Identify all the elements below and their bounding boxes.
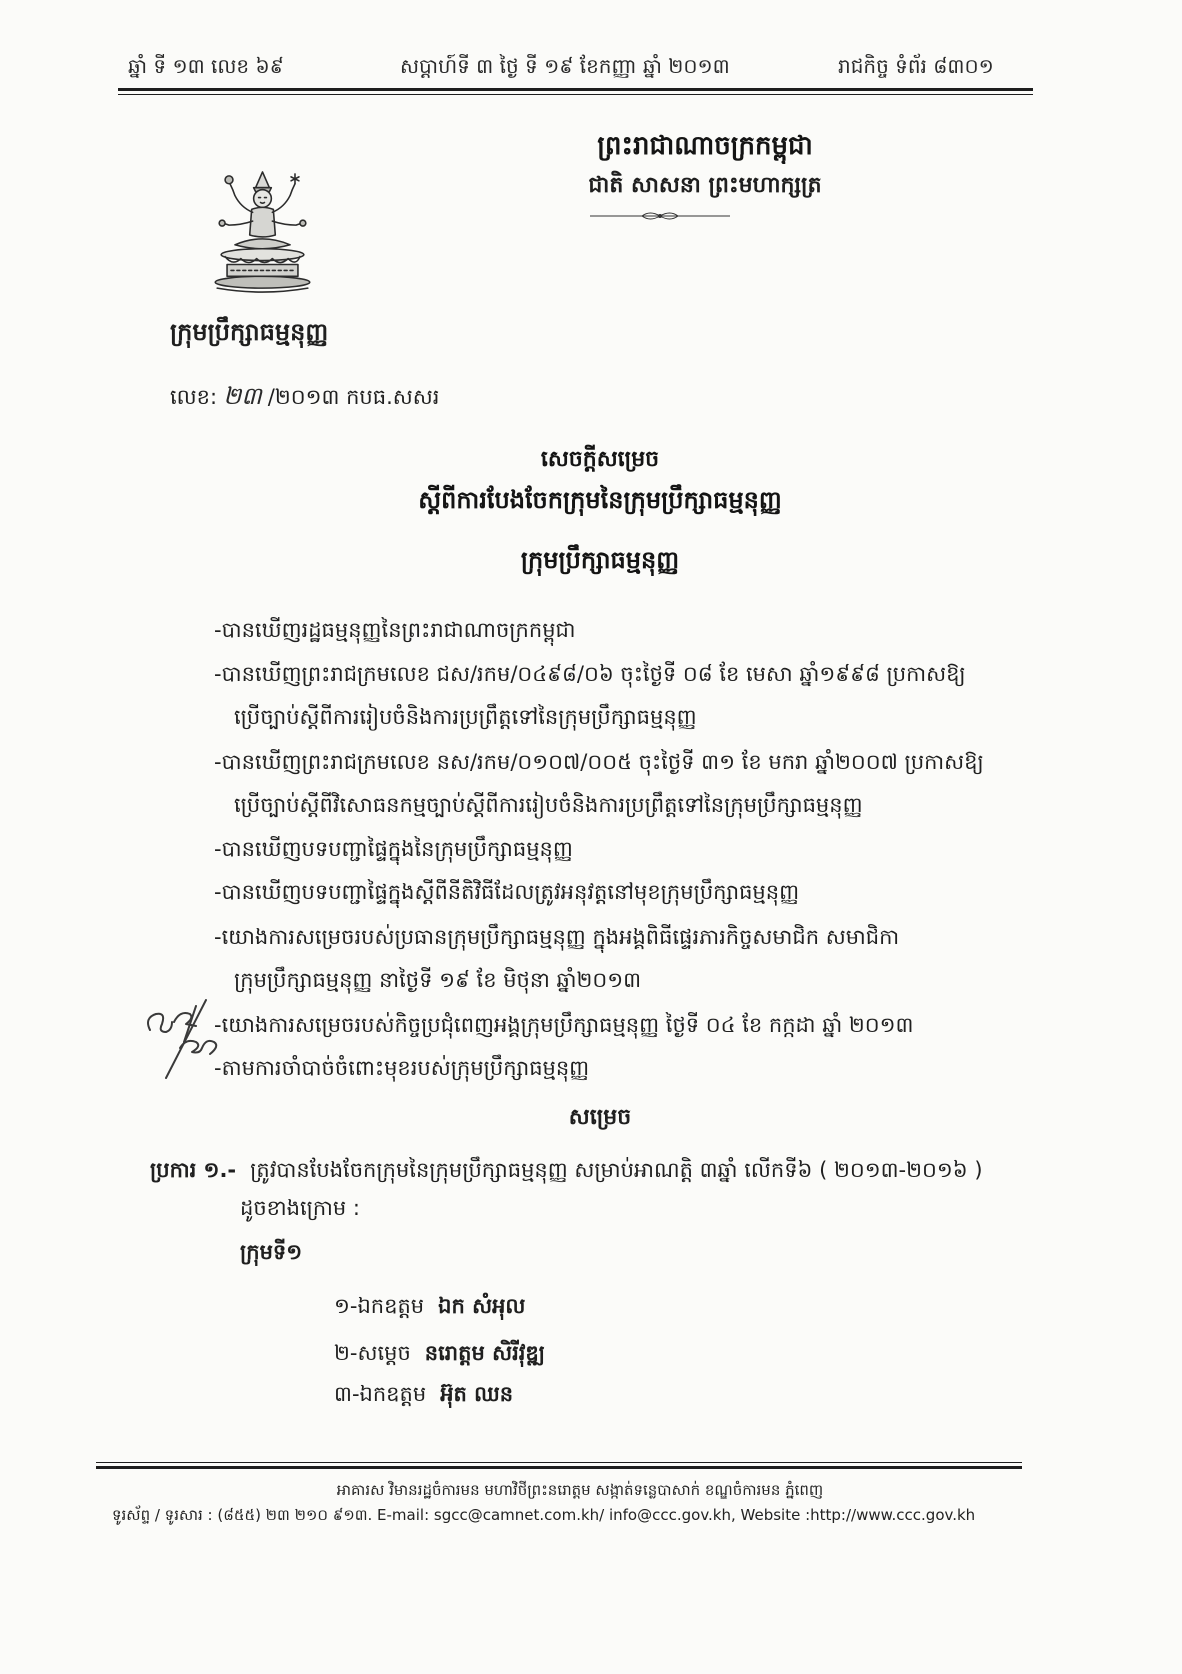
article-1-label: ប្រការ ១.- — [150, 1158, 237, 1182]
preamble-line-continuation: ប្រើច្បាប់ស្តីពីការរៀបចំនិងការប្រព្រឹត្តទៅនៃក្រុមប្រឹក្សាធម្មនុញ្ញ — [234, 705, 697, 729]
member-item — [334, 1290, 754, 1322]
member-item — [334, 1378, 754, 1410]
preamble-line-continuation: ក្រុមប្រឹក្សាធម្មនុញ្ញ នាថ្ងៃទី ១៩ ខែ មិថុនា ឆ្នាំ២០១៣ — [234, 968, 642, 992]
member-title: ៣-ឯកឧត្តម — [334, 1382, 427, 1406]
handwritten-margin-annotation — [136, 992, 228, 1084]
preamble-line: -យោងការសម្រេចរបស់កិច្ចប្រជុំពេញអង្គក្រុមប្រឹក្សាធម្មនុញ្ញ ថ្ងៃទី ០៤ ខែ កក្កដា ឆ្នាំ ២០១៣ — [214, 1013, 914, 1037]
article-1 — [150, 1154, 1050, 1186]
article-1-continuation: ដូចខាងក្រោម : — [240, 1196, 360, 1220]
footer-contact: ទូរស័ព្ទ / ទូរសារ : (៨៥៥) ២៣ ២១០ ៩១៣. E-mail: sgcc@camnet.com.kh/ info@ccc.gov.kh, Website :http://www.ccc.gov.kh — [112, 1506, 976, 1524]
national-motto: ជាតិ សាសនា ព្រះមហាក្សត្រ — [588, 173, 822, 198]
member-name: អ៊ុត ឈន — [440, 1382, 514, 1406]
preamble-line: -តាមការចាំបាច់ចំពោះមុខរបស់ក្រុមប្រឹក្សាធម្មនុញ្ញ — [214, 1056, 590, 1080]
preamble-line-continuation: ប្រើច្បាប់ស្តីពីវិសោធនកម្មច្បាប់ស្តីពីការរៀបចំនិងការប្រព្រឹត្តទៅនៃក្រុមប្រឹក្សាធម្មនុញ្ញ — [234, 793, 863, 817]
member-item — [334, 1337, 754, 1369]
national-emblem — [200, 168, 325, 296]
footer-rule-thin — [96, 1462, 1022, 1463]
member-title: ២-សម្តេច — [334, 1341, 411, 1365]
header-rule-thick — [118, 88, 1033, 91]
preamble-line: -បានឃើញព្រះរាជក្រមលេខ នស/រកម/០១០៧/០០៥ ចុះថ្ងៃទី ៣១ ខែ មករា ឆ្នាំ២០០៧ ប្រកាសឱ្យ — [214, 750, 984, 774]
member-name: នរោត្តម សិរីវុឌ្ឍ — [424, 1341, 546, 1365]
gazette-year-issue: ឆ្នាំ ទី ១៣ លេខ ៦៩ — [128, 54, 284, 78]
reference-number — [170, 380, 550, 413]
reference-suffix: /២០១៣ កបធ.សសរ — [267, 385, 440, 409]
article-1-text: ត្រូវបានបែងចែកក្រុមនៃក្រុមប្រឹក្សាធម្មនុញ្ញ សម្រាប់អាណត្តិ ៣ឆ្នាំ លើកទី៦ ( ២០១៣-២០១៦ ) — [250, 1158, 983, 1182]
gazette-week-date: សប្តាហ៍ទី ៣ ថ្ងៃ ទី ១៩ ខែកញ្ញា ឆ្នាំ ២០១៣ — [400, 54, 730, 78]
gazette-page-number: រាជកិច្ច ទំព័រ ៨៣០១ — [838, 54, 994, 78]
kingdom-name: ព្រះរាជាណាចក្រកម្ពុជា — [597, 131, 813, 161]
preamble-line: -បានឃើញរដ្ឋធម្មនុញ្ញនៃព្រះរាជាណាចក្រកម្ពុជា — [214, 618, 576, 642]
decision-heading: សេចក្តីសម្រេច — [540, 447, 660, 472]
member-name: ឯក សំអុល — [438, 1294, 526, 1318]
issuer-name: ក្រុមប្រឹក្សាធម្មនុញ្ញ — [170, 318, 329, 346]
footer-rule-thick — [96, 1466, 1022, 1469]
decision-authority: ក្រុមប្រឹក្សាធម្មនុញ្ញ — [520, 546, 680, 574]
header-rule-thin — [118, 94, 1033, 95]
reference-prefix: លេខ: — [170, 385, 218, 409]
preamble-line: -យោងការសម្រេចរបស់ប្រធានក្រុមប្រឹក្សាធម្មនុញ្ញ ក្នុងអង្គពិធីផ្ទេរភារកិច្ចសមាជិក សមាជិកា — [214, 925, 900, 949]
decision-subject: ស្តីពីការបែងចែកក្រុមនៃក្រុមប្រឹក្សាធម្មនុញ្ញ — [418, 486, 782, 514]
preamble-line: -បានឃើញបទបញ្ជាផ្ទៃក្នុងស្តីពីនីតិវិធីដែលត្រូវអនុវត្តនៅមុខក្រុមប្រឹក្សាធម្មនុញ្ញ — [214, 880, 800, 904]
ornamental-divider — [590, 210, 730, 222]
group-label: ក្រុមទី១ — [240, 1240, 303, 1264]
preamble-line: -បានឃើញព្រះរាជក្រមលេខ ជស/រកម/០៤៩៨/០៦ ចុះថ្ងៃទី ០៨ ខែ មេសា ឆ្នាំ១៩៩៨ ប្រកាសឱ្យ — [214, 662, 966, 686]
member-title: ១-ឯកឧត្តម — [334, 1294, 425, 1318]
preamble-line: -បានឃើញបទបញ្ជាផ្ទៃក្នុងនៃក្រុមប្រឹក្សាធម្មនុញ្ញ — [214, 837, 573, 861]
decision-verb-heading: សម្រេច — [568, 1105, 632, 1130]
reference-handwritten-number: ២៣ — [223, 382, 262, 410]
footer-address: អាគារស វិមានរដ្ឋចំការមន មហាវិថីព្រះនរោត្តម សង្កាត់ទន្លេបាសាក់ ខណ្ឌចំការមន ភ្នំពេញ — [336, 1481, 824, 1499]
